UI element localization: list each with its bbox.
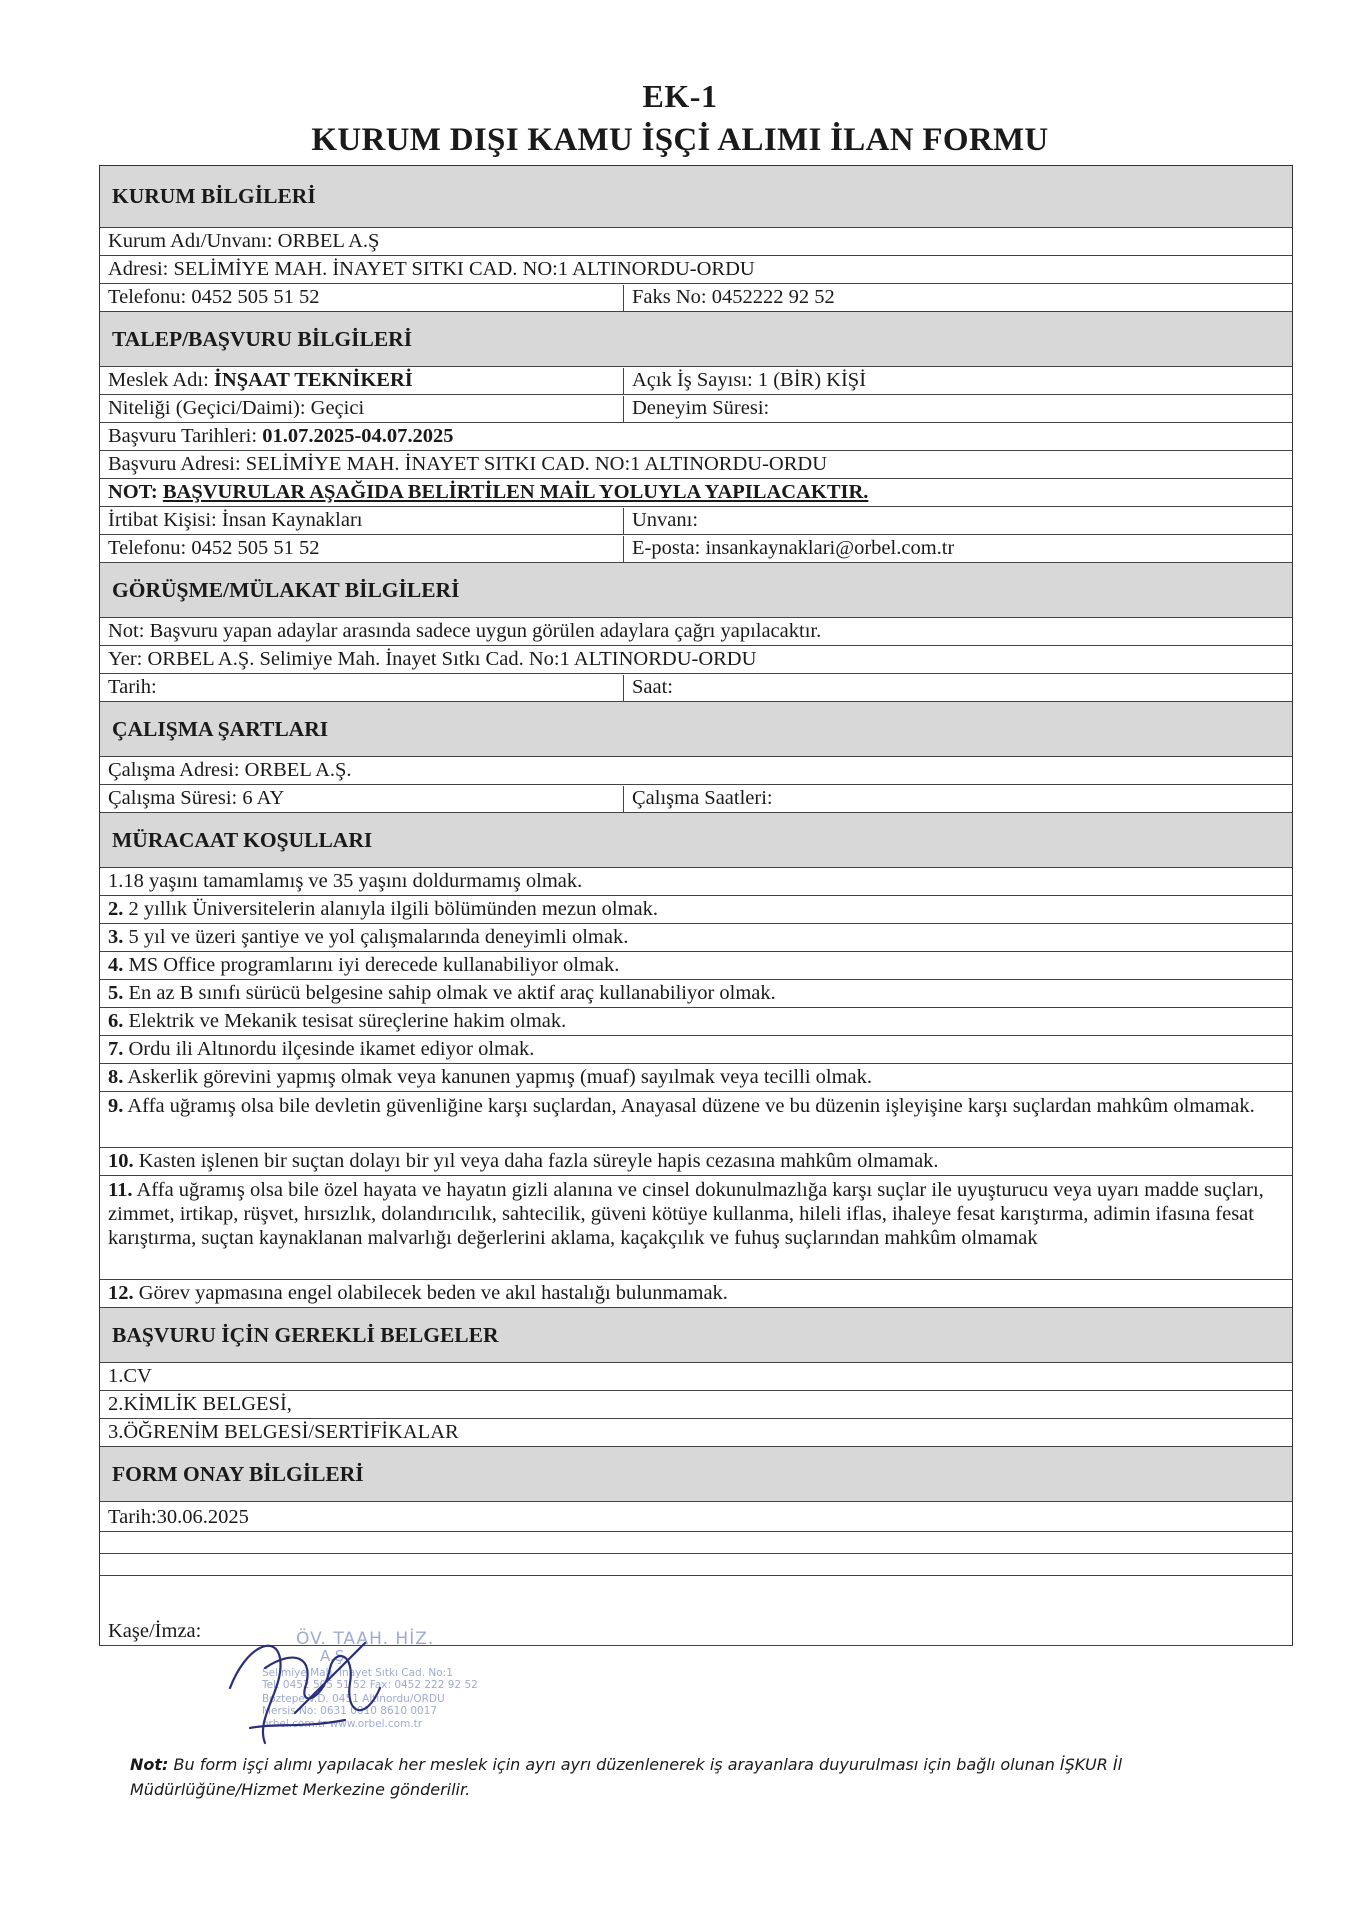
- belge-3: 3.ÖĞRENİM BELGESİ/SERTİFİKALAR: [108, 1421, 459, 1443]
- kosul-2: [100, 897, 1292, 923]
- kosul-12: [100, 1281, 1292, 1307]
- acik-is-sayisi: Açık İş Sayısı: 1 (BİR) KİŞİ: [632, 369, 867, 391]
- kosul-num: 4.: [108, 954, 124, 976]
- meslek-label: Meslek Adı:: [108, 369, 214, 391]
- footer-note: [130, 1752, 1280, 1802]
- nitelik: Niteliği (Geçici/Daimi): Geçici: [100, 396, 624, 422]
- belge-1: 1.CV: [108, 1365, 152, 1387]
- signature-icon: [205, 1628, 438, 1758]
- kosul-6: [100, 1009, 1292, 1035]
- kosul-text: 5 yıl ve üzeri şantiye ve yol çalışmalarında deneyimli olmak.: [123, 926, 629, 948]
- gorusme-tarih: Tarih:: [100, 675, 624, 701]
- kosul-num: 9.: [108, 1095, 124, 1117]
- kosul-11: [100, 1176, 1292, 1279]
- kosul-num: 1.: [108, 870, 124, 892]
- kosul-text: Affa uğramış olsa bile devletin güvenliğine karşı suçlardan, Anayasal düzene ve bu düzenin işleyişine karşı suçlardan mahkûm olmamak.: [123, 1095, 1255, 1117]
- kosul-num: 3.: [108, 926, 124, 948]
- onay-kase-imza: Kaşe/İmza:: [108, 1620, 202, 1642]
- form-code: EK-1: [642, 78, 718, 114]
- calisma-saatleri: Çalışma Saatleri:: [632, 787, 773, 809]
- kosul-num: 8.: [108, 1066, 124, 1088]
- stamp-line: Tel: 0452 505 51 52 Fax: 0452 222 92 52: [262, 1679, 478, 1691]
- gorusme-saat: Saat:: [632, 676, 673, 698]
- stamp-line: Mersis No: 0631 0010 8610 0017: [262, 1705, 438, 1717]
- irtibat-kisisi: İrtibat Kişisi: İnsan Kaynakları: [100, 508, 624, 534]
- onay-blank-row: [100, 1573, 1292, 1575]
- kosul-text: 2 yıllık Üniversitelerin alanıyla ilgili bölümünden mezun olmak.: [123, 898, 658, 920]
- section-calisma-heading: ÇALIŞMA ŞARTLARI: [100, 702, 1292, 757]
- footer-label: Not:: [130, 1755, 169, 1774]
- calisma-adresi: Çalışma Adresi: ORBEL A.Ş.: [108, 759, 352, 781]
- announcement-form: [99, 165, 1293, 1646]
- basvuru-adresi: Başvuru Adresi: SELİMİYE MAH. İNAYET SITKI CAD. NO:1 ALTINORDU-ORDU: [108, 453, 828, 475]
- kosul-text: Askerlik görevini yapmış olmak veya kanunen yapmış (muaf) sayılmak veya tecilli olmak.: [123, 1066, 873, 1088]
- onay-tarih: Tarih:30.06.2025: [108, 1506, 249, 1528]
- kosul-9: [100, 1092, 1292, 1147]
- onay-blank-row: [100, 1551, 1292, 1553]
- kosul-4: [100, 953, 1292, 979]
- kurum-telefon: Telefonu: 0452 505 51 52: [100, 285, 624, 311]
- footer-text: Bu form işçi alımı yapılacak her meslek için ayrı ayrı düzenlenerek iş arayanlara duyurulması için bağlı olunan İŞKUR İl Müdürlüğüne/Hizmet Merkezine gönderilir.: [130, 1755, 1123, 1799]
- kosul-text: Ordu ili Altınordu ilçesinde ikamet ediyor olmak.: [123, 1038, 535, 1060]
- section-muracaat-heading: MÜRACAAT KOŞULLARI: [100, 813, 1292, 868]
- kosul-1: [100, 869, 1292, 895]
- kosul-text: MS Office programlarını iyi derecede kullanabiliyor olmak.: [123, 954, 620, 976]
- kosul-10: [100, 1149, 1292, 1175]
- stamp-line: Selimiye Mah. İnayet Sıtkı Cad. No:1: [262, 1667, 453, 1679]
- kosul-num: 10.: [108, 1150, 134, 1172]
- kosul-num: 5.: [108, 982, 124, 1004]
- tarih-label: Başvuru Tarihleri:: [108, 425, 263, 447]
- kosul-text: Görev yapmasına engel olabilecek beden ve akıl hastalığı bulunmamak.: [133, 1282, 728, 1304]
- section-talep-heading: TALEP/BAŞVURU BİLGİLERİ: [100, 312, 1292, 367]
- tarih-value: 01.07.2025-04.07.2025: [262, 425, 454, 447]
- kosul-8: [100, 1065, 1292, 1091]
- kosul-num: 2.: [108, 898, 124, 920]
- meslek-value: İNŞAAT TEKNİKERİ: [213, 369, 413, 391]
- kosul-text: Kasten işlenen bir suçtan dolayı bir yıl veya daha fazla süreyle hapis cezasına mahkûm olmamak.: [133, 1150, 939, 1172]
- kosul-3: [100, 925, 1292, 951]
- section-gorusme-heading: GÖRÜŞME/MÜLAKAT BİLGİLERİ: [100, 563, 1292, 618]
- kurum-adi: Kurum Adı/Unvanı: ORBEL A.Ş: [108, 230, 380, 252]
- stamp-line: orbel.com.tr www.orbel.com.tr: [262, 1718, 423, 1730]
- calisma-suresi: Çalışma Süresi: 6 AY: [100, 786, 624, 812]
- kosul-num: 11.: [108, 1179, 133, 1201]
- stamp-line: A.Ş.: [320, 1647, 350, 1665]
- kosul-text: Elektrik ve Mekanik tesisat süreçlerine hakim olmak.: [123, 1010, 567, 1032]
- irtibat-eposta: E-posta: insankaynaklari@orbel.com.tr: [632, 537, 955, 559]
- basvuru-tarihleri: [100, 424, 1292, 450]
- section-belgeler-heading: BAŞVURU İÇİN GEREKLİ BELGELER: [100, 1308, 1292, 1363]
- not-label: NOT:: [108, 481, 163, 503]
- kurum-adres: Adresi: SELİMİYE MAH. İNAYET SITKI CAD. NO:1 ALTINORDU-ORDU: [108, 258, 755, 280]
- kurum-faks: Faks No: 0452222 92 52: [632, 286, 835, 308]
- form-title: KURUM DIŞI KAMU İŞÇİ ALIMI İLAN FORMU: [311, 122, 1049, 158]
- gorusme-not: Not: Başvuru yapan adaylar arasında sadece uygun görülen adaylara çağrı yapılacaktır.: [108, 620, 822, 642]
- deneyim-suresi: Deneyim Süresi:: [632, 397, 770, 419]
- kosul-num: 6.: [108, 1010, 124, 1032]
- not-value: BAŞVURULAR AŞAĞIDA BELİRTİLEN MAİL YOLUYLA YAPILACAKTIR.: [162, 481, 869, 503]
- belge-2: 2.KİMLİK BELGESİ,: [108, 1393, 292, 1415]
- irtibat-telefon: Telefonu: 0452 505 51 52: [100, 536, 624, 562]
- gorusme-yer: Yer: ORBEL A.Ş. Selimiye Mah. İnayet Sıtkı Cad. No:1 ALTINORDU-ORDU: [108, 648, 757, 670]
- meslek-adi: [100, 368, 624, 394]
- section-onay-heading: FORM ONAY BİLGİLERİ: [100, 1447, 1292, 1502]
- kosul-5: [100, 981, 1292, 1007]
- kosul-text: En az B sınıfı sürücü belgesine sahip olmak ve aktif araç kullanabiliyor olmak.: [123, 982, 776, 1004]
- irtibat-unvan: Unvanı:: [632, 509, 699, 531]
- kosul-num: 12.: [108, 1282, 134, 1304]
- stamp-line: ÖV. TAAH. HİZ.: [296, 1629, 435, 1649]
- kosul-num: 7.: [108, 1038, 124, 1060]
- section-kurum-heading: KURUM BİLGİLERİ: [100, 166, 1292, 228]
- kosul-7: [100, 1037, 1292, 1063]
- basvuru-not: [100, 480, 1292, 506]
- kosul-text: 18 yaşını tamamlamış ve 35 yaşını doldurmamış olmak.: [123, 870, 583, 892]
- stamp-line: Boztepe V.D. 0451 Altınordu/ORDU: [262, 1693, 445, 1705]
- kosul-text: Affa uğramış olsa bile özel hayata ve hayatın gizli alanına ve cinsel dokunulmazlığa karşı suçlar ile uyuşturucu veya uyarı madde suçları, zimmet, irtikap, rüşvet, hırsızlık, dolandırıcılık, sahtecilik, güveni kötüye kullanma, hileli iflas, ihaleye fesat karıştırma, adimin ifasına fesat karıştırma, suçtan kaynaklanan malvarlığı değerlerini aklama, kaçakçılık ve fuhuş suçlarından mahkûm olmamak: [108, 1179, 1264, 1249]
